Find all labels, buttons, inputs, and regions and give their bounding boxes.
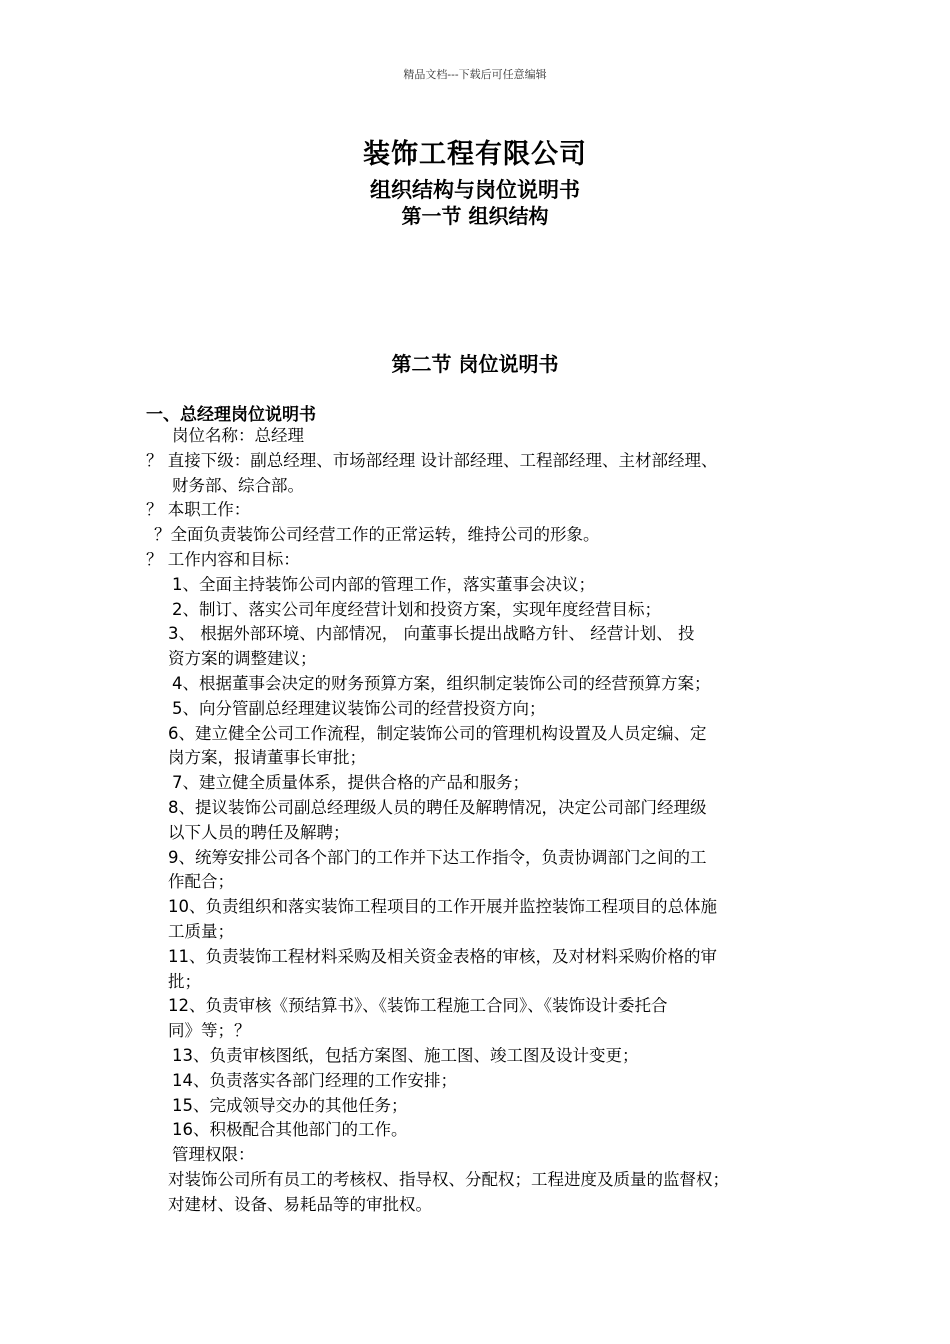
text-line: ？ 本职工作： <box>146 500 251 520</box>
text-line: 16、积极配合其他部门的工作。 <box>172 1120 408 1140</box>
text-line: 岗位名称：总经理 <box>172 426 304 445</box>
text-line: 批； <box>168 971 201 991</box>
text-line: 15、完成领导交办的其他任务； <box>172 1095 408 1115</box>
text-line: 1、全面主持装饰公司内部的管理工作，落实董事会决议； <box>172 574 595 594</box>
text-line: 同》等；？ <box>168 1021 251 1041</box>
job-description-heading: 一、总经理岗位说明书 <box>146 405 316 425</box>
page-header-note: 精品文档---下载后可任意编辑 <box>403 68 547 81</box>
text-line: 4、根据董事会决定的财务预算方案，组织制定装饰公司的经营预算方案； <box>172 673 711 693</box>
section-heading-2: 第二节 岗位说明书 <box>391 352 559 376</box>
text-line: 9、统筹安排公司各个部门的工作并下达工作指令，负责协调部门之间的工 <box>168 847 707 867</box>
text-line: 对建材、设备、易耗品等的审批权。 <box>168 1194 432 1214</box>
text-line: 资方案的调整建议； <box>168 649 317 669</box>
text-line: 岗方案，报请董事长审批； <box>168 748 366 768</box>
text-line: 8、提议装饰公司副总经理级人员的聘任及解聘情况，决定公司部门经理级 <box>168 797 707 817</box>
text-line: 11、负责装饰工程材料采购及相关资金表格的审核，及对材料采购价格的审 <box>168 946 717 966</box>
text-line: 以下人员的聘任及解聘； <box>168 822 350 842</box>
job-description-body <box>146 424 836 1218</box>
text-line: 管理权限： <box>172 1145 255 1165</box>
text-line: ？ 直接下级：副总经理、市场部经理 设计部经理、工程部经理、主材部经理、 <box>146 450 718 470</box>
text-line: 7、建立健全质量体系，提供合格的产品和服务； <box>172 773 529 793</box>
document-subtitle: 组织结构与岗位说明书 <box>370 178 580 202</box>
text-line: 作配合； <box>168 872 234 892</box>
text-line: 6、建立健全公司工作流程，制定装饰公司的管理机构设置及人员定编、定 <box>168 723 707 743</box>
text-line: 2、制订、落实公司年度经营计划和投资方案，实现年度经营目标； <box>172 599 661 619</box>
text-line: 12、负责审核《预结算书》、《装饰工程施工合同》、《装饰设计委托合 <box>168 996 668 1016</box>
text-line: 14、负责落实各部门经理的工作安排； <box>172 1070 457 1090</box>
text-line: 财务部、综合部。 <box>172 475 304 495</box>
document-title: 装饰工程有限公司 <box>363 139 587 170</box>
section-heading-1: 第一节 组织结构 <box>401 204 549 228</box>
text-line: 5、向分管副总经理建议装饰公司的经营投资方向； <box>172 698 546 718</box>
text-line: 对装饰公司所有员工的考核权、指导权、分配权；工程进度及质量的监督权； <box>168 1169 729 1189</box>
text-line: 13、负责审核图纸，包括方案图、施工图、竣工图及设计变更； <box>172 1045 639 1065</box>
text-line: ？ 工作内容和目标： <box>146 549 300 569</box>
text-line: 工质量； <box>168 921 234 941</box>
text-line: ？全面负责装饰公司经营工作的正常运转，维持公司的形象。 <box>154 525 600 545</box>
text-line: 3、 根据外部环境、内部情况， 向董事长提出战略方针、 经营计划、 投 <box>168 624 695 644</box>
text-line: 10、负责组织和落实装饰工程项目的工作开展并监控装饰工程项目的总体施 <box>168 897 717 917</box>
